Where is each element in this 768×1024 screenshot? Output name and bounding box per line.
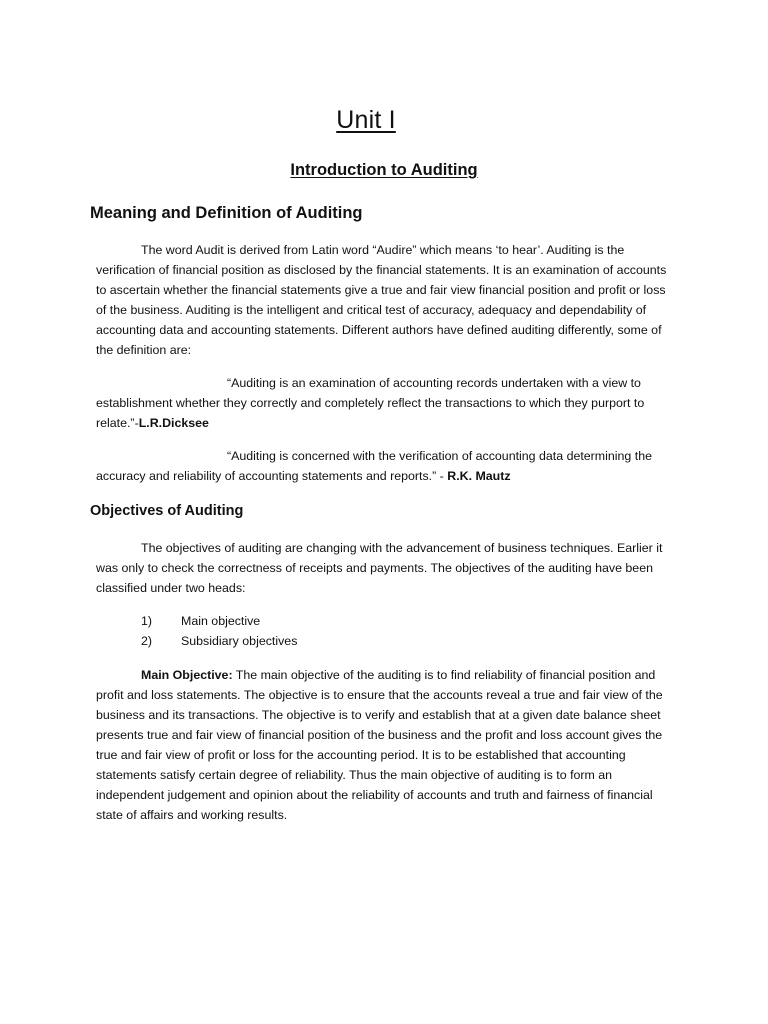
list-item <box>141 611 297 631</box>
quote-mautz <box>96 446 676 486</box>
intro-title: Introduction to Auditing <box>290 161 478 179</box>
main-objective-label: Main Objective: <box>141 668 233 682</box>
list-item <box>141 631 297 651</box>
main-objective-paragraph <box>96 665 676 825</box>
meaning-paragraph: The word Audit is derived from Latin word “Audire” which means ‘to hear’. Auditing is the verification of financial position as disclosed by the financial statements. It is an examination of accounts to ascertain whether the financial statements give a true and fair view financial position and profit or loss of the business. Auditing is the intelligent and critical test of accuracy, adequacy and dependability of accounting data and accounting statements. Different authors have defined auditing differently, some of the definition are: <box>96 243 667 357</box>
quote-mautz-text: “Auditing is concerned with the verification of accounting data determining the accuracy and reliability of accounting statements and reports.” - <box>96 449 652 483</box>
meaning-heading: Meaning and Definition of Auditing <box>90 204 363 222</box>
quote-mautz-author: R.K. Mautz <box>447 469 511 483</box>
quote-dicksee <box>96 373 676 433</box>
objectives-list <box>141 611 297 651</box>
main-objective-text: The main objective of the auditing is to find reliability of financial position and profit and loss statements. The objective is to ensure that the accounts reveal a true and fair view of the business and its transactions. The objective is to verify and establish that at a given date balance sheet presents true and fair view of financial position of the business and the profit and loss account gives the true and fair view of profit or loss for the accounting period. It is to be established that accounting statements satisfy certain degree of reliability. Thus the main objective of auditing is to form an independent judgement and opinion about the reliability of accounts and truth and fairness of financial state of affairs and working results. <box>96 668 663 822</box>
quote-dicksee-author: L.R.Dicksee <box>138 416 209 430</box>
list-item-number: 2) <box>141 634 153 648</box>
unit-title: Unit I <box>336 106 396 134</box>
objectives-paragraph: The objectives of auditing are changing with the advancement of business techniques. Earlier it was only to check the correctness of receipts and payments. The objectives of the auditing have been classified under two heads: <box>96 541 663 595</box>
list-item-label: Main objective <box>181 614 261 628</box>
quote-dicksee-text: “Auditing is an examination of accounting records undertaken with a view to establishment whether they correctly and completely reflect the transactions to which they purport to relate.”- <box>96 376 645 430</box>
objectives-heading: Objectives of Auditing <box>90 503 244 519</box>
list-item-label: Subsidiary objectives <box>181 634 298 648</box>
list-item-number: 1) <box>141 614 153 628</box>
